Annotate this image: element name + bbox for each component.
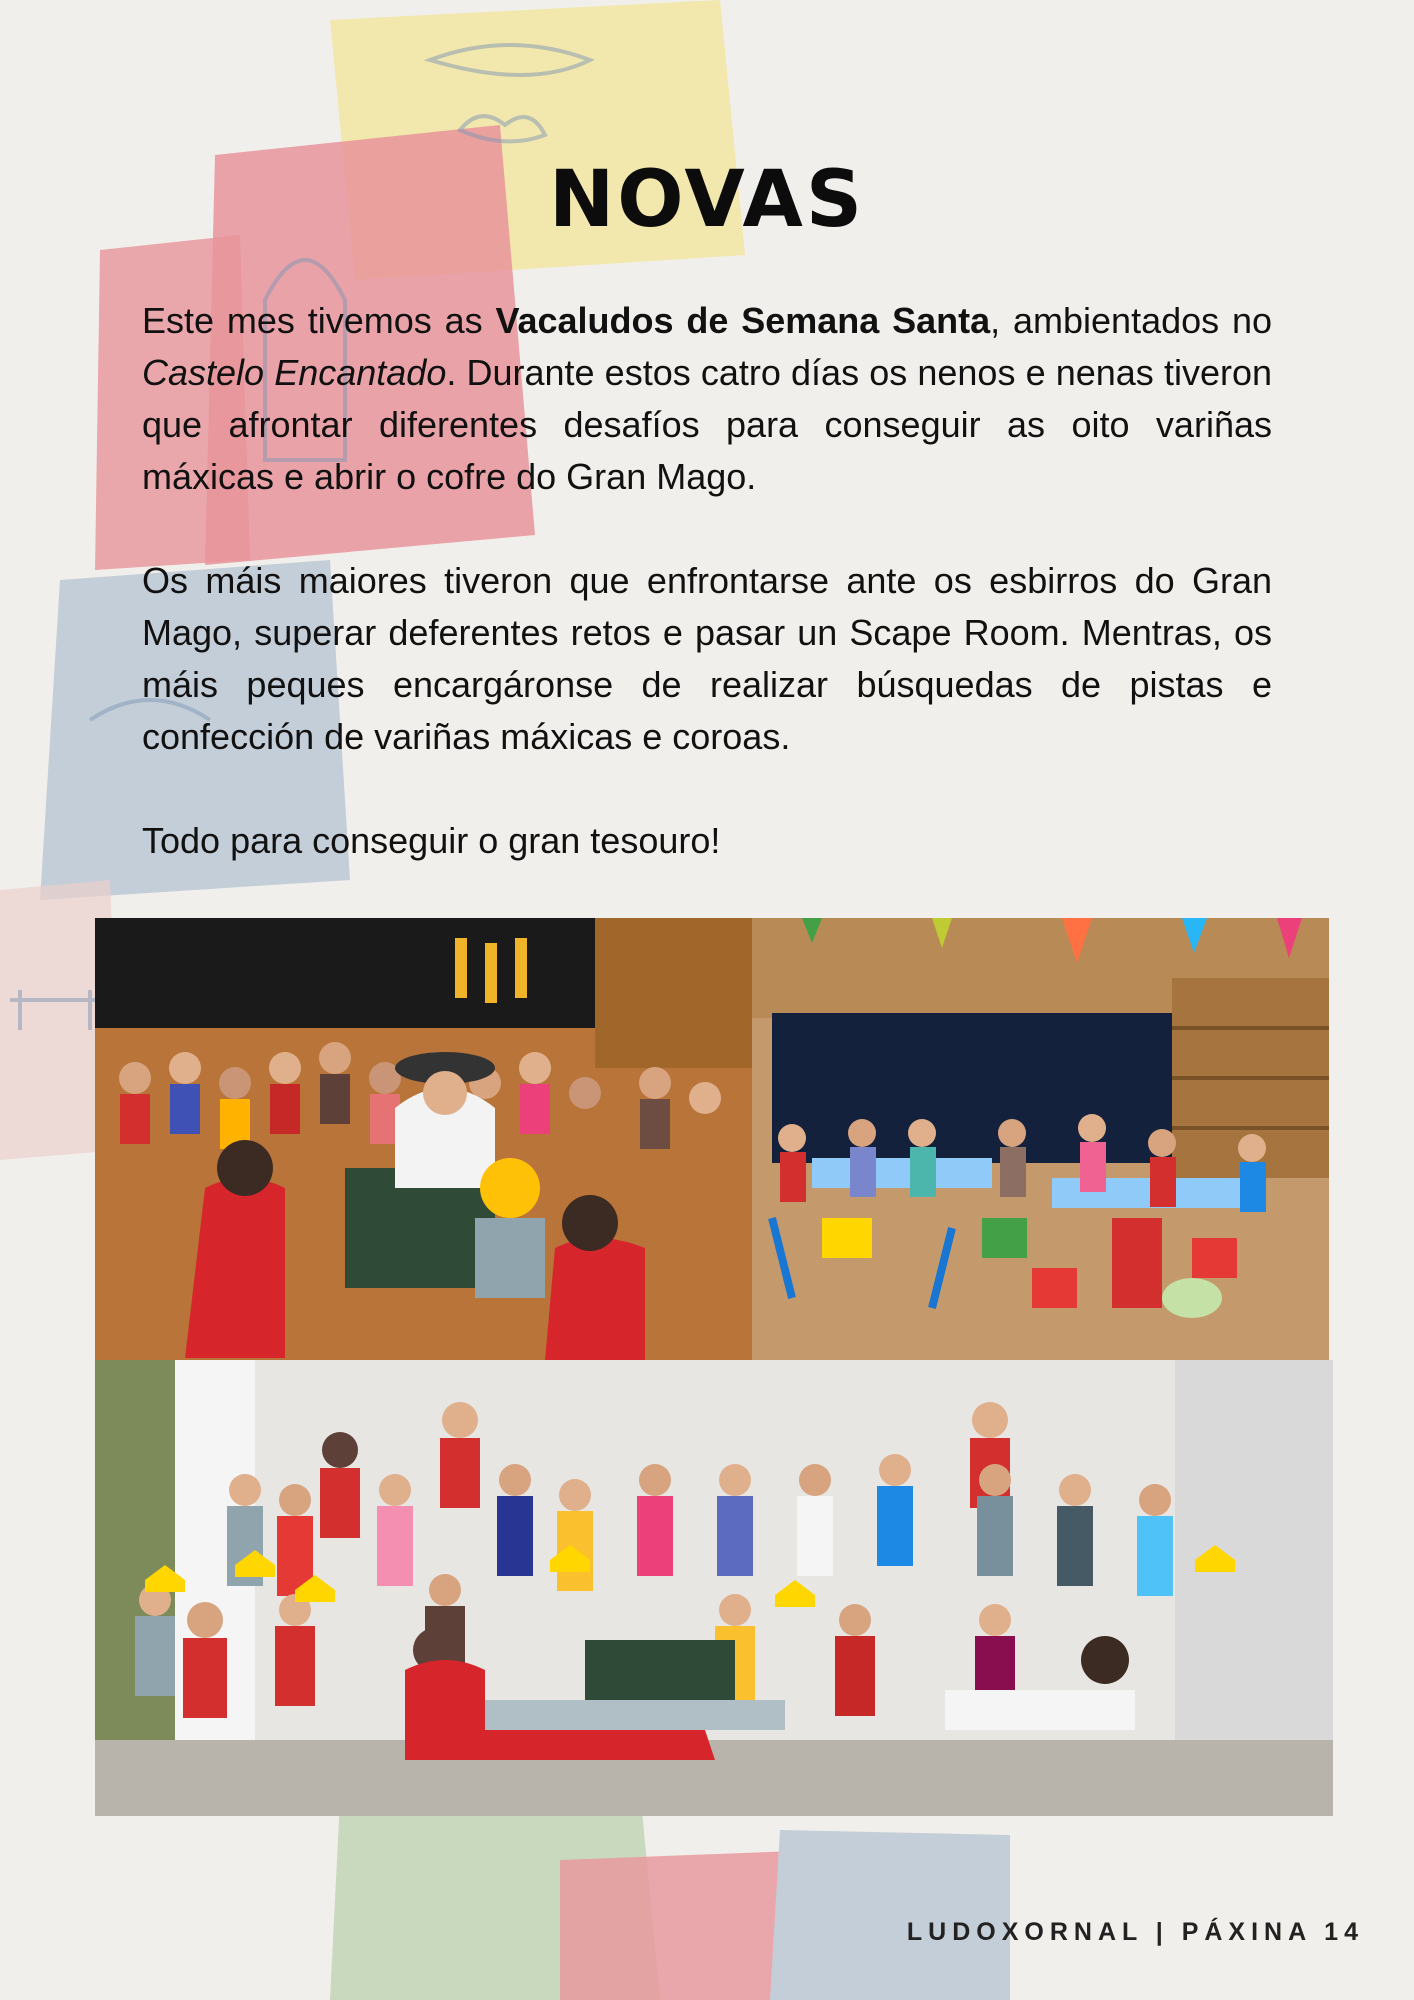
- paragraph-3: [142, 815, 1272, 867]
- article-body: [142, 295, 1272, 919]
- text-segment: Este mes tivemos as: [142, 300, 496, 341]
- text-segment: . Durante estos catro días os nenos e nenas tiveron que afrontar diferentes desafíos para conseguir as oito variñas máxicas e abrir o cofre do Gran Mago.: [142, 352, 1272, 497]
- text-segment: Todo para conseguir o gran tesouro!: [142, 820, 721, 861]
- paragraph-1: [142, 295, 1272, 503]
- page-title: NOVAS: [548, 155, 866, 245]
- event-name: Vacaludos de Semana Santa: [495, 300, 991, 341]
- photo-classroom-with-wands: [752, 918, 1329, 1360]
- photo-children-seated-with-chest: [95, 918, 752, 1360]
- photo-group-portrait: [95, 1360, 1333, 1816]
- theme-name: Castelo Encantado: [142, 352, 447, 393]
- page-footer: LUDOXORNAL | PÁXINA 14: [906, 1918, 1364, 1946]
- text-segment: Os máis maiores tiveron que enfrontarse ante os esbirros do Gran Mago, superar deferentes retos e pasar un Scape Room. Mentras, os máis peques encargáronse de realizar búsquedas de pistas e confección de variñas máxicas e coroas.: [142, 560, 1272, 757]
- paragraph-2: [142, 555, 1272, 763]
- text-segment: , ambientados no: [990, 300, 1273, 341]
